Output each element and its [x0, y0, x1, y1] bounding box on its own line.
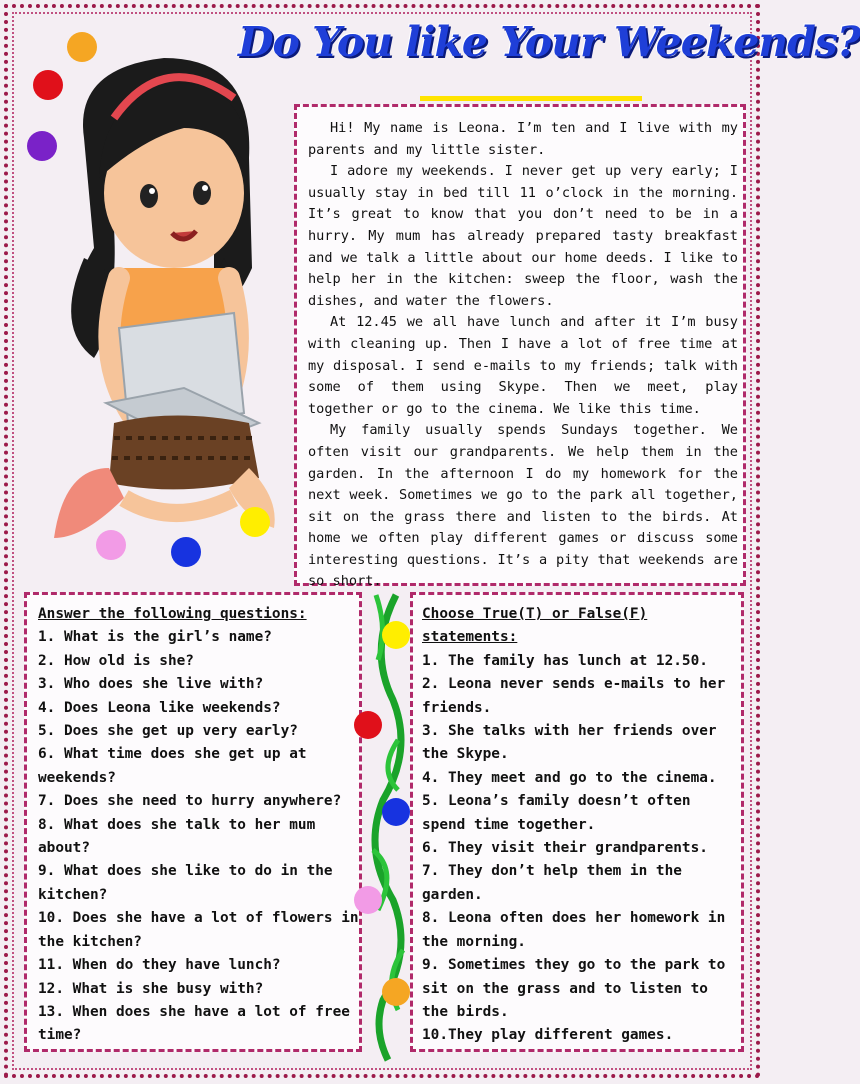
statement-item: 1. The family has lunch at 12.50. — [422, 652, 708, 669]
orange-dot — [67, 32, 97, 62]
statement-item: 3. She talks with her friends over the Skype. — [422, 723, 717, 763]
question-item: 9. What does she like to do in the kitchen? — [38, 863, 333, 903]
story-paragraph: Hi! My name is Leona. I’m ten and I live with my parents and my little sister. — [308, 120, 738, 158]
girl-with-laptop-illustration — [24, 28, 286, 576]
blue-dot — [171, 537, 201, 567]
question-item: 12. What is she busy with? — [38, 980, 264, 997]
purple-dot — [27, 131, 57, 161]
questions-list — [38, 603, 360, 1048]
question-item: 2. How old is she? — [38, 652, 194, 669]
statement-item: 10.They play different games. — [422, 1027, 674, 1044]
statement-item: 8. Leona often does her homework in the morning. — [422, 910, 726, 950]
yellow-flower-dot — [382, 621, 410, 649]
red-dot — [33, 70, 63, 100]
pink-flower-dot — [354, 886, 382, 914]
questions-heading: Answer the following questions: — [38, 606, 307, 622]
question-item: 13. When does she have a lot of free time? — [38, 1003, 350, 1044]
yellow-dot — [240, 507, 270, 537]
question-item: 5. Does she get up very early? — [38, 723, 298, 740]
question-item: 10. Does she have a lot of flowers in the kitchen? — [38, 910, 359, 950]
story-paragraph: At 12.45 we all have lunch and after it I’m busy with cleaning up. Then I have a lot of free time at my disposal. I send e-mails to my friends; talk with some of them using Skype. Then we meet, play together or go to the cinema. We like this time. — [308, 314, 738, 417]
question-item: 7. Does she need to hurry anywhere? — [38, 793, 342, 810]
statement-item: 5. Leona’s family doesn’t often spend time together. — [422, 793, 691, 833]
question-item: 6. What time does she get up at weekends? — [38, 746, 307, 786]
question-item: 3. Who does she live with? — [38, 676, 264, 693]
orange-flower-dot — [382, 978, 410, 1006]
page-title: Do You like Your Weekends? — [238, 18, 860, 66]
statement-item: 6. They visit their grandparents. — [422, 840, 708, 857]
true-false-list — [422, 603, 740, 1048]
true-false-heading: Choose True(T) or False(F) statements: — [422, 606, 648, 646]
statement-item: 2. Leona never sends e-mails to her friends. — [422, 676, 726, 716]
question-item: 1. What is the girl’s name? — [38, 629, 272, 646]
story-paragraph: My family usually spends Sundays together. We often visit our grandparents. We help them in the garden. In the afternoon I do my homework for the next week. Sometimes we go to the park all together, sit on the grass there and listen to the birds. At home we often play different games or discuss some interesting questions. It’s a pity that weekends are so short. — [308, 422, 738, 590]
title-underline — [420, 96, 642, 101]
pink-dot — [96, 530, 126, 560]
blue-flower-dot — [382, 798, 410, 826]
flower-vine-decoration — [358, 590, 416, 1060]
red-flower-dot — [354, 711, 382, 739]
statement-item: 7. They don’t help them in the garden. — [422, 863, 682, 903]
question-item: 4. Does Leona like weekends? — [38, 699, 281, 716]
question-item: 11. When do they have lunch? — [38, 957, 281, 974]
statement-item: 9. Sometimes they go to the park to sit on the grass and to listen to the birds. — [422, 957, 726, 1020]
statement-item: 4. They meet and go to the cinema. — [422, 769, 717, 786]
question-item: 8. What does she talk to her mum about? — [38, 816, 316, 857]
story-text — [308, 118, 738, 593]
story-paragraph: I adore my weekends. I never get up very early; I usually stay in bed till 11 o’clock in the morning. It’s great to know that you don’t need to be in a hurry. My mum has already prepared tasty breakfast and we talk a little about our home deeds. I like to help her in the kitchen: sweep the floor, wash the dishes, and water the flowers. — [308, 163, 738, 309]
